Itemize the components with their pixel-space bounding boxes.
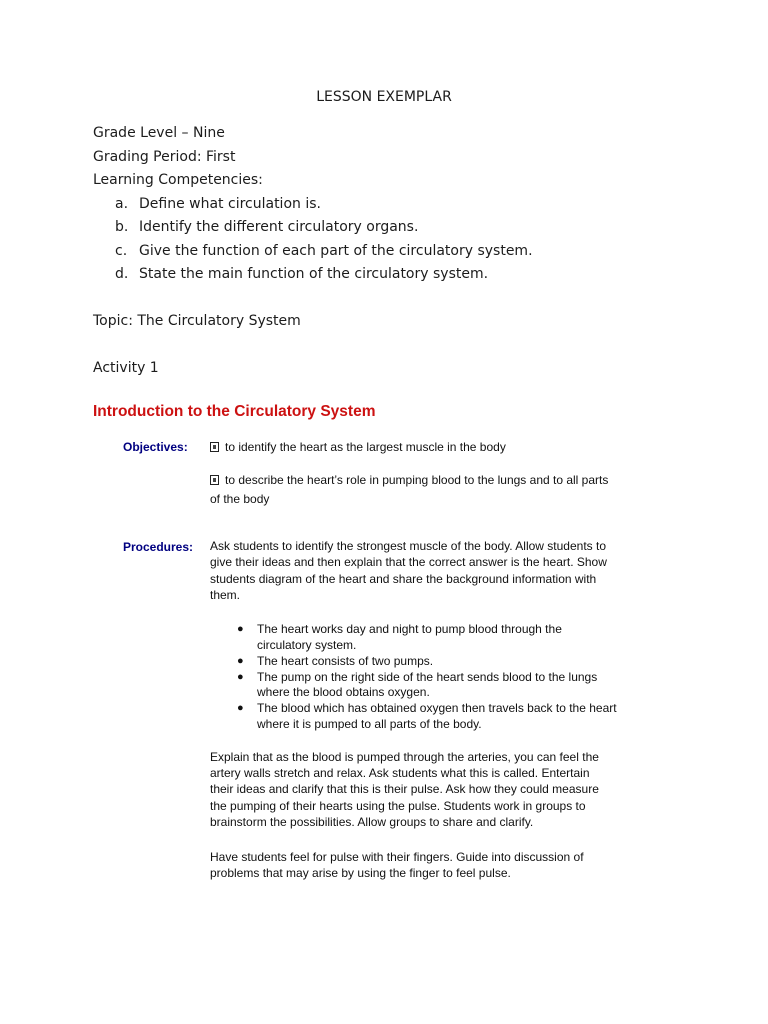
competency-marker: c. bbox=[115, 243, 128, 259]
activity-number: Activity 1 bbox=[93, 360, 159, 376]
boxed-bullet-icon bbox=[210, 442, 219, 452]
grade-level: Grade Level – Nine bbox=[93, 125, 225, 141]
objectives-text: of the body bbox=[210, 492, 270, 506]
procedures-paragraph-3 bbox=[210, 849, 584, 881]
competency-marker: a. bbox=[115, 196, 129, 212]
procedures-label: Procedures: bbox=[123, 540, 194, 554]
paragraph-line: them. bbox=[210, 587, 241, 602]
paragraph-line: their ideas and clarify that this is their pulse. Ask how they could measure bbox=[210, 782, 599, 797]
grading-period: Grading Period: First bbox=[93, 149, 236, 165]
competency-item: Identify the different circulatory organs. bbox=[139, 219, 419, 235]
competency-item: State the main function of the circulatory system. bbox=[139, 266, 489, 282]
objectives-text: to describe the heart’s role in pumping blood to the lungs and to all parts bbox=[225, 473, 609, 487]
list-item bbox=[237, 670, 617, 702]
paragraph-line: the pumping of their hearts using the pulse. Students work in groups to bbox=[210, 798, 586, 813]
bullet-dot-icon: ● bbox=[237, 654, 244, 667]
paragraph-line: problems that may arise by using the finger to feel pulse. bbox=[210, 866, 511, 880]
document-title: LESSON EXEMPLAR bbox=[316, 89, 452, 105]
bullet-dot-icon: ● bbox=[237, 670, 244, 683]
list-item-line: The heart consists of two pumps. bbox=[257, 653, 434, 668]
objectives-item bbox=[210, 439, 506, 455]
list-item bbox=[237, 654, 617, 670]
list-item-line: The blood which has obtained oxygen then travels back to the heart bbox=[257, 701, 617, 716]
paragraph-line: give their ideas and then explain that the correct answer is the heart. Show bbox=[210, 555, 607, 570]
list-item-line: The pump on the right side of the heart sends blood to the lungs bbox=[257, 669, 598, 684]
list-item-line: The heart works day and night to pump blood through the bbox=[257, 622, 562, 636]
procedures-intro-paragraph bbox=[210, 538, 607, 603]
objectives-item bbox=[210, 471, 608, 509]
competency-marker: d. bbox=[115, 266, 129, 282]
objectives-label: Objectives: bbox=[123, 440, 188, 454]
competency-marker: b. bbox=[115, 219, 129, 235]
paragraph-line: brainstorm the possibilities. Allow groups to share and clarify. bbox=[210, 814, 534, 829]
objectives-text: to identify the heart as the largest muscle in the body bbox=[225, 440, 506, 454]
topic: Topic: The Circulatory System bbox=[93, 313, 301, 329]
paragraph-line: Explain that as the blood is pumped through the arteries, you can feel the bbox=[210, 750, 599, 764]
boxed-bullet-icon bbox=[210, 475, 219, 485]
paragraph-line: artery walls stretch and relax. Ask students what this is called. Entertain bbox=[210, 766, 590, 781]
learning-competencies-label: Learning Competencies: bbox=[93, 172, 263, 188]
bullet-dot-icon: ● bbox=[237, 623, 244, 635]
paragraph-line: students diagram of the heart and share the background information with bbox=[210, 571, 597, 586]
bullet-dot-icon: ● bbox=[237, 702, 244, 715]
procedures-bullet-list bbox=[237, 622, 617, 733]
list-item-line: where the blood obtains oxygen. bbox=[257, 685, 430, 700]
list-item-line: where it is pumped to all parts of the body. bbox=[257, 717, 482, 732]
paragraph-line: Have students feel for pulse with their fingers. Guide into discussion of bbox=[210, 850, 584, 864]
section-heading: Introduction to the Circulatory System bbox=[93, 403, 376, 420]
competency-item: Give the function of each part of the circulatory system. bbox=[139, 243, 533, 259]
list-item bbox=[237, 701, 617, 733]
competency-item: Define what circulation is. bbox=[139, 196, 321, 212]
list-item-line: circulatory system. bbox=[257, 637, 357, 652]
paragraph-line: Ask students to identify the strongest muscle of the body. Allow students to bbox=[210, 539, 606, 553]
list-item bbox=[237, 622, 617, 654]
procedures-paragraph-2 bbox=[210, 749, 599, 830]
